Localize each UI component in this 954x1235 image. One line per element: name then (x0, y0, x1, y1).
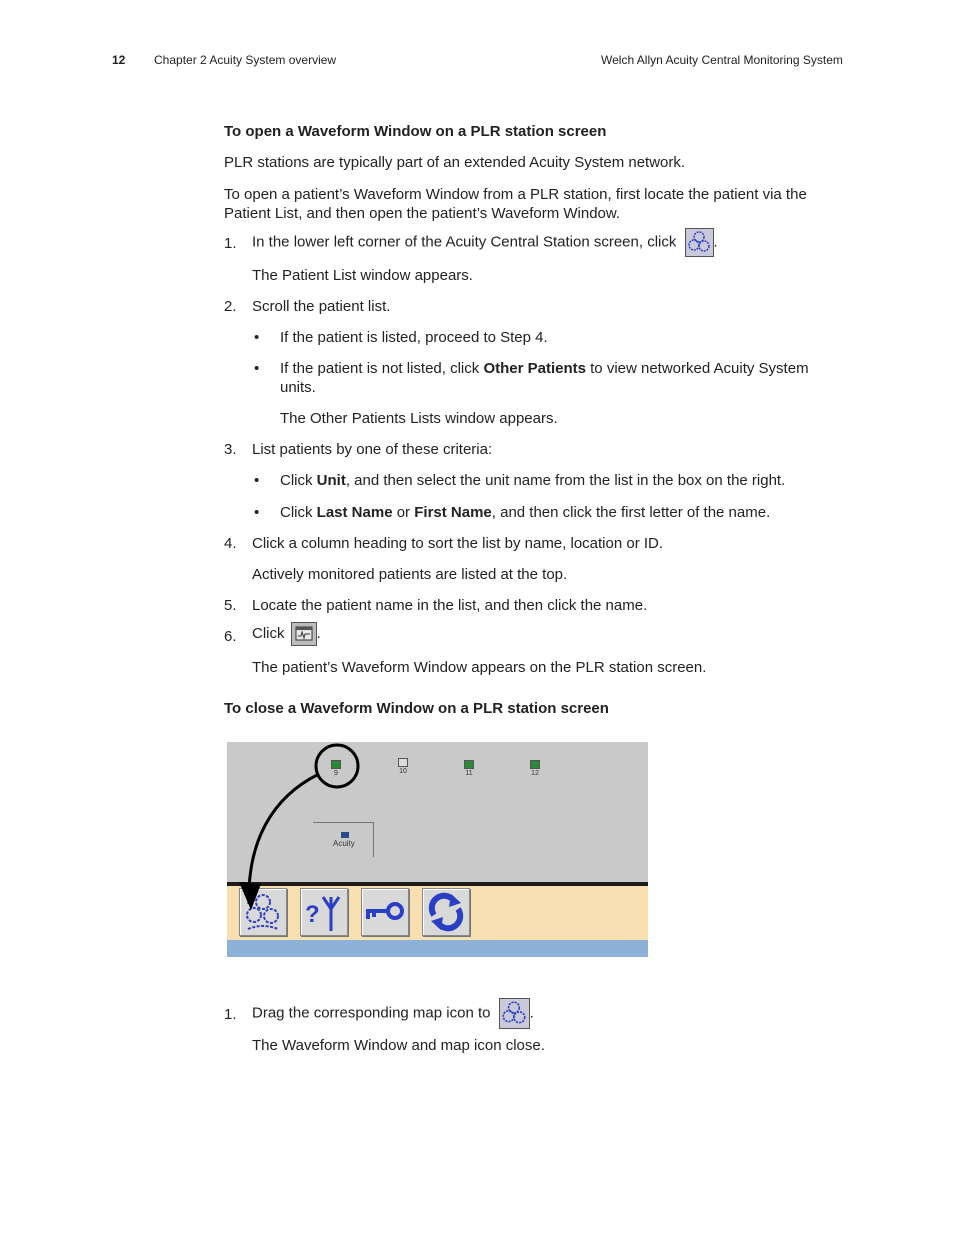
map-icon-12: 12 (527, 760, 543, 777)
patient-list-icon[interactable] (499, 998, 530, 1029)
chapter-title: Chapter 2 Acuity System overview (154, 53, 337, 67)
step-6: Click . (252, 622, 844, 646)
svg-text:?: ? (305, 901, 320, 928)
unit-label: Unit (316, 472, 346, 489)
section-heading-close: To close a Waveform Window on a PLR station screen (224, 700, 609, 717)
step-4-result: Actively monitored patients are listed at the top. (252, 566, 568, 583)
step-2: Scroll the patient list. (252, 298, 391, 315)
intro-paragraph-2: To open a patient’s Waveform Window from a PLR station, first locate the patient via the Patient List, and then open the patient’s Waveform Window. (224, 186, 807, 222)
page-number: 12 (112, 53, 126, 67)
close-step-1: Drag the corresponding map icon to . (252, 998, 844, 1029)
step-text: In the lower left corner of the Acuity Central Station screen, click (252, 233, 677, 251)
step-1: In the lower left corner of the Acuity Central Station screen, click . (252, 228, 844, 257)
document-title: Welch Allyn Acuity Central Monitoring System (601, 53, 843, 67)
section-heading-open: To open a Waveform Window on a PLR station screen (224, 123, 607, 140)
step-number: 2. (224, 298, 237, 315)
close-step-1-result: The Waveform Window and map icon close. (252, 1037, 545, 1054)
drag-arrow-overlay (227, 742, 648, 957)
waveform-window-icon[interactable] (291, 622, 317, 646)
step-2-result: The Other Patients Lists window appears. (280, 410, 558, 427)
patient-list-icon[interactable] (685, 228, 714, 257)
step-number: 1. (224, 1006, 237, 1023)
step-number: 3. (224, 441, 237, 458)
bullet: • (254, 504, 260, 521)
first-name-label: First Name (414, 504, 492, 521)
intro-paragraph: PLR stations are typically part of an extended Acuity System network. (224, 154, 686, 171)
step-number: 5. (224, 597, 237, 614)
other-patients-label: Other Patients (483, 360, 586, 377)
step-4: Click a column heading to sort the list by name, location or ID. (252, 535, 664, 552)
step-2-bullet-2: If the patient is not listed, click Other Patients to view networked Acuity System units. (280, 360, 809, 396)
step-2-bullet-1: If the patient is listed, proceed to Step 4. (280, 329, 548, 346)
step-number: 1. (224, 235, 237, 252)
map-icon-10: 10 (395, 758, 411, 775)
bullet: • (254, 360, 260, 377)
map-icon-9: 9 (328, 760, 344, 777)
step-number: 4. (224, 535, 237, 552)
step-5: Locate the patient name in the list, and then click the name. (252, 597, 648, 614)
map-icon-11: 11 (461, 760, 477, 777)
step-3-bullet-2: Click Last Name or First Name, and then click the first letter of the name. (280, 504, 771, 521)
step-3-bullet-1: Click Unit, and then select the unit name from the list in the box on the right. (280, 472, 786, 489)
step-3: List patients by one of these criteria: (252, 441, 493, 458)
step-1-result: The Patient List window appears. (252, 267, 473, 284)
step-6-result: The patient’s Waveform Window appears on the PLR station screen. (252, 659, 707, 676)
bullet: • (254, 329, 260, 346)
unit-label: Acuity (333, 839, 355, 848)
plr-screen-figure (227, 742, 648, 957)
bullet: • (254, 472, 260, 489)
last-name-label: Last Name (316, 504, 393, 521)
step-number: 6. (224, 628, 237, 645)
